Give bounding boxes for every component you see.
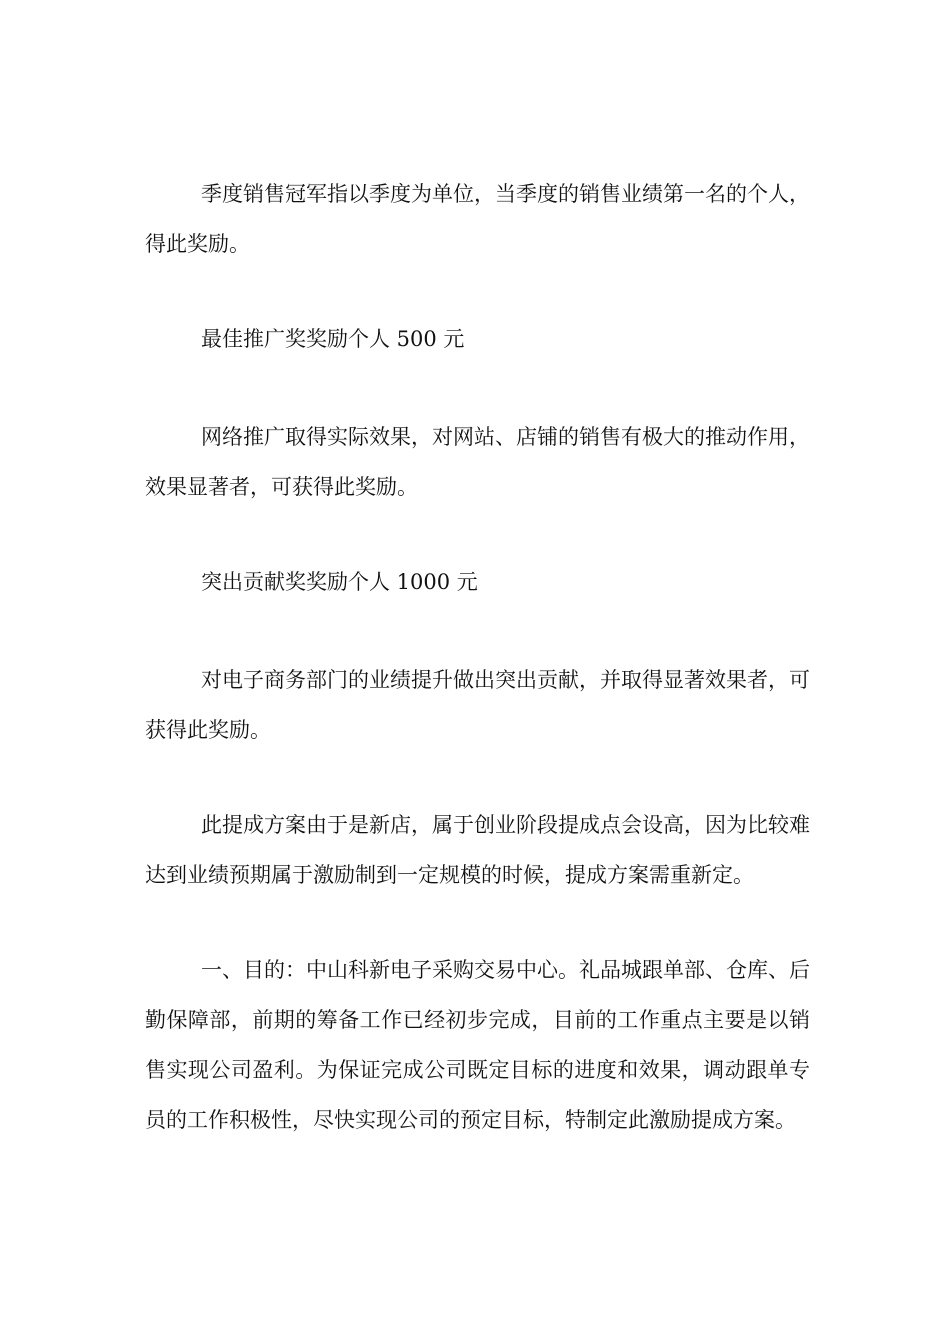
paragraph-commission-note: 此提成方案由于是新店，属于创业阶段提成点会设高，因为比较难达到业绩预期属于激励制到一定规模的时候，提成方案需重新定。 <box>145 813 810 887</box>
paragraph-quarterly-sales-champion: 季度销售冠军指以季度为单位，当季度的销售业绩第一名的个人，得此奖励。 <box>145 182 810 256</box>
paragraph-best-promotion-award: 最佳推广奖奖励个人 500 元 <box>201 327 465 351</box>
paragraph-purpose: 一、目的：中山科新电子采购交易中心。礼品城跟单部、仓库、后勤保障部，前期的筹备工作已经初步完成，目前的工作重点主要是以销售实现公司盈利。为保证完成公司既定目标的进度和效果，调动跟单专员的工作积极性，尽快实现公司的预定目标，特制定此激励提成方案。 <box>145 958 810 1132</box>
paragraph-outstanding-contribution-award: 突出贡献奖奖励个人 1000 元 <box>201 570 478 594</box>
paragraph-contribution-criteria: 对电子商务部门的业绩提升做出突出贡献，并取得显著效果者，可获得此奖励。 <box>145 668 810 742</box>
paragraph-promotion-criteria: 网络推广取得实际效果，对网站、店铺的销售有极大的推动作用，效果显著者，可获得此奖励。 <box>145 425 810 499</box>
